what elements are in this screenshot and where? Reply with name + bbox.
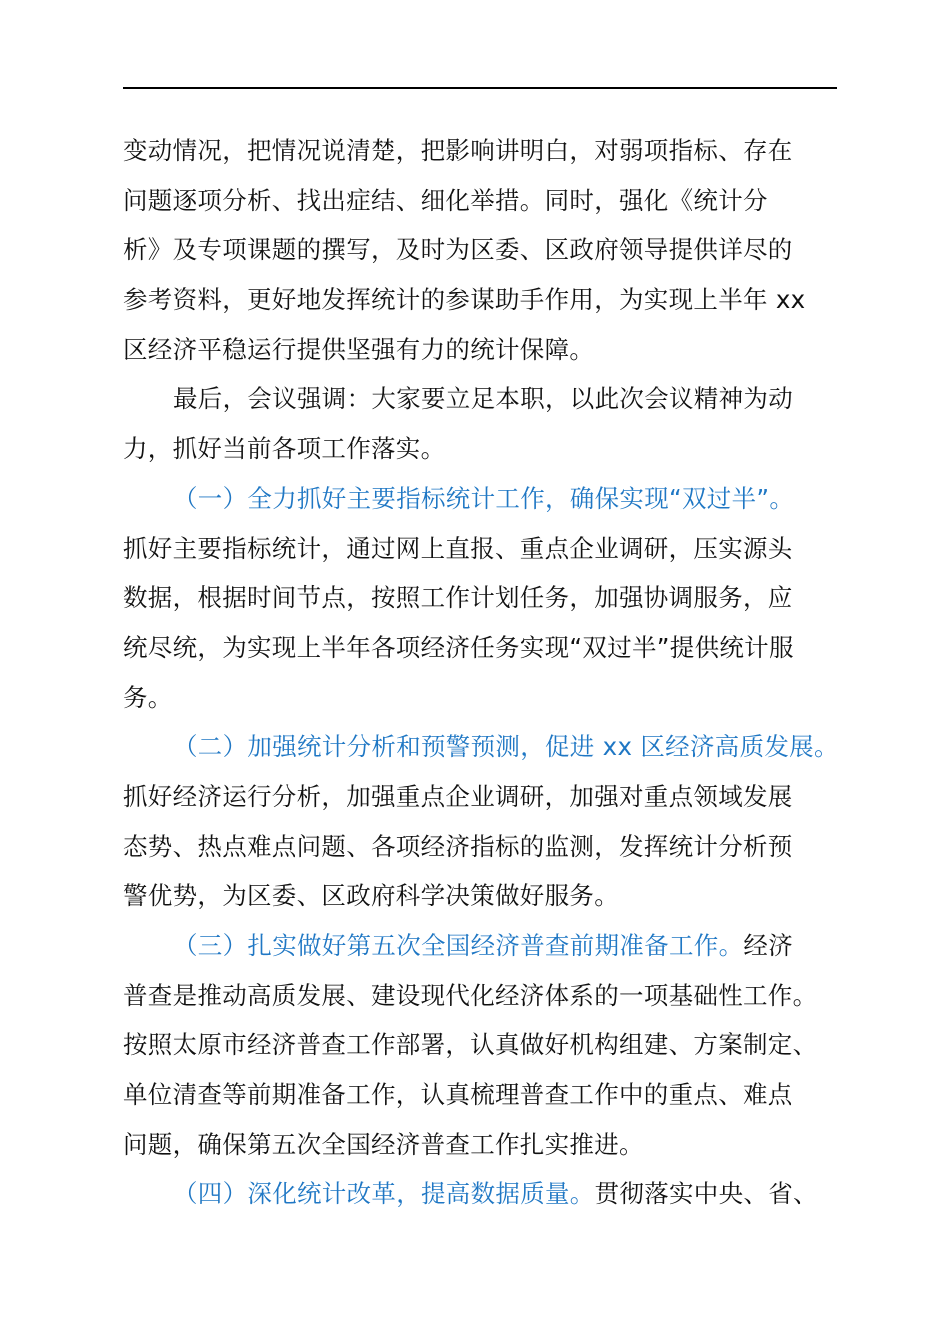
body-line: 按照太原市经济普查工作部署，认真做好机构组建、方案制定、 bbox=[123, 1030, 818, 1060]
body-line: 警优势，为区委、区政府科学决策做好服务。 bbox=[123, 881, 619, 911]
body-line: 参考资料，更好地发挥统计的参谋助手作用，为实现上半年 xx bbox=[123, 285, 806, 315]
section-heading-4: （四）深化统计改革，提高数据质量。 bbox=[173, 1179, 595, 1209]
body-line: 数据，根据时间节点，按照工作计划任务，加强协调服务，应 bbox=[123, 583, 793, 613]
body-line: 普查是推动高质发展、建设现代化经济体系的一项基础性工作。 bbox=[123, 980, 818, 1010]
body-line: 统尽统，为实现上半年各项经济任务实现“双过半”提供统计服 bbox=[123, 632, 794, 662]
body-line: 变动情况，把情况说清楚，把影响讲明白，对弱项指标、存在 bbox=[123, 136, 793, 165]
section-heading-3-line bbox=[123, 921, 853, 971]
body-line: 区经济平稳运行提供坚强有力的统计保障。 bbox=[123, 334, 595, 364]
body-line: 抓好主要指标统计，通过网上直报、重点企业调研，压实源头 bbox=[123, 533, 793, 563]
body-line: 抓好经济运行分析，加强重点企业调研，加强对重点领域发展 bbox=[123, 781, 793, 811]
section-heading-1: （一）全力抓好主要指标统计工作，确保实现“双过半”。 bbox=[173, 483, 795, 513]
section-heading-2: （二）加强统计分析和预警预测，促进 xx 区经济高质发展。 bbox=[173, 732, 839, 762]
body-text: 经济 bbox=[743, 931, 794, 960]
body-line: 单位清查等前期准备工作，认真梳理普查工作中的重点、难点 bbox=[123, 1080, 793, 1110]
body-line: 务。 bbox=[123, 682, 173, 712]
body-line: 析》及专项课题的撰写，及时为区委、区政府领导提供详尽的 bbox=[123, 235, 793, 265]
body-line: 态势、热点难点问题、各项经济指标的监测，发挥统计分析预 bbox=[123, 831, 793, 861]
body-line: 问题逐项分析、找出症结、细化举措。同时，强化《统计分 bbox=[123, 185, 768, 215]
body-line: 最后，会议强调：大家要立足本职，以此次会议精神为动 bbox=[173, 384, 793, 414]
body-text: 贯彻落实中央、省、 bbox=[594, 1179, 818, 1209]
body-line: 力，抓好当前各项工作落实。 bbox=[123, 434, 446, 464]
section-heading-3: （三）扎实做好第五次全国经济普查前期准备工作。 bbox=[173, 931, 744, 960]
header-rule bbox=[123, 87, 837, 89]
body-line: 问题，确保第五次全国经济普查工作扎实推进。 bbox=[123, 1129, 644, 1159]
section-heading-4-line bbox=[123, 1169, 853, 1219]
document-body bbox=[123, 126, 853, 1219]
